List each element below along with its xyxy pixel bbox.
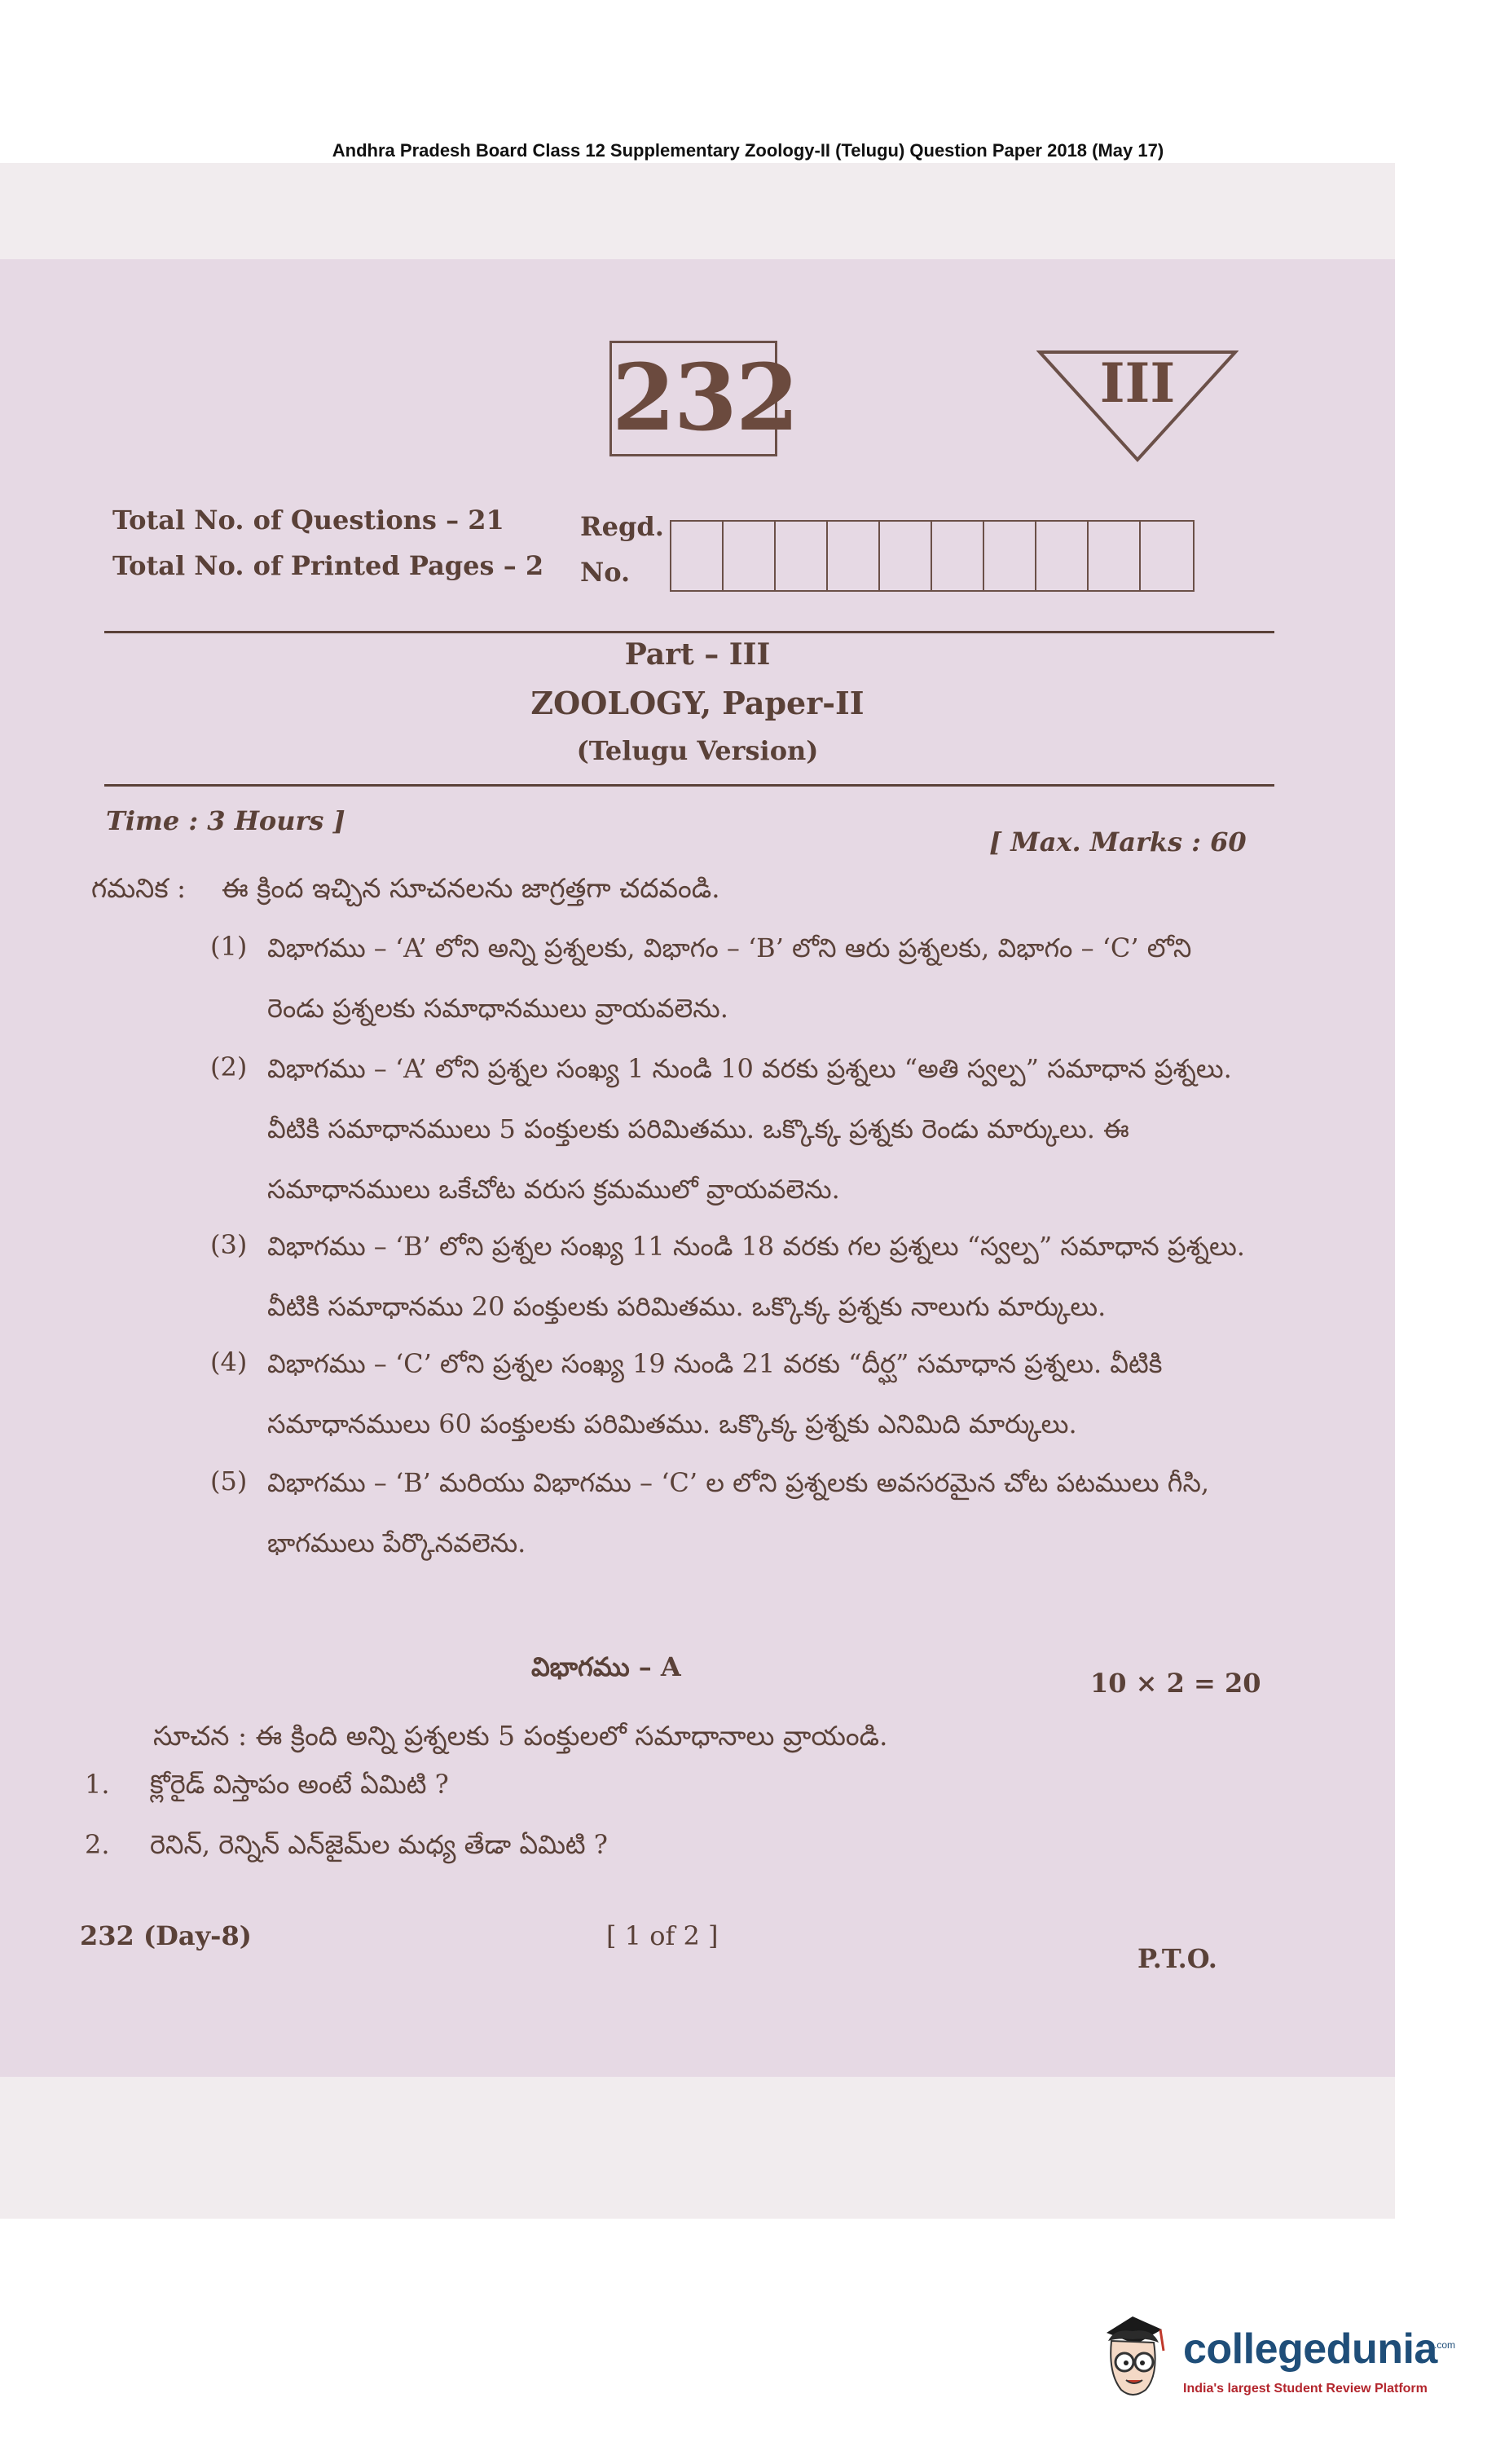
- page-header: Andhra Pradesh Board Class 12 Supplementary Zoology-II (Telugu) Question Paper 2018 (May 17): [332, 140, 1164, 161]
- regd-box: [1036, 522, 1089, 590]
- instruction-text: విభాగము – ‘A’ లోని అన్ని ప్రశ్నలకు, విభాగం – ‘B’ లోని ఆరు ప్రశ్నలకు, విభాగం – ‘C’ లోని రెండు ప్రశ్నలకు సమాధానములు వ్రాయవలెను.: [267, 932, 1192, 1024]
- section-a-note: సూచన : ఈ క్రింది అన్ని ప్రశ్నలకు 5 పంక్తులలో సమాధానాలు వ్రాయండి.: [153, 1720, 888, 1752]
- max-marks-label: [ Max. Marks : 60: [989, 826, 1247, 857]
- regd-box: [1089, 522, 1141, 590]
- footer-pto: P.T.O.: [1137, 1943, 1217, 1974]
- total-questions: Total No. of Questions – 21: [112, 505, 504, 536]
- note-text: ఈ క్రింద ఇచ్చిన సూచనలను జాగ్రత్తగా చదవండి.: [222, 872, 720, 904]
- regd-box: [724, 522, 776, 590]
- time-label: Time : 3 Hours ]: [106, 805, 345, 836]
- note-label: గమనిక :: [91, 872, 187, 904]
- regd-box: [828, 522, 880, 590]
- regd-box: [1141, 522, 1193, 590]
- instruction-number: (4): [210, 1347, 248, 1377]
- divider: [104, 631, 1274, 633]
- divider: [104, 784, 1274, 787]
- footer-code: 232 (Day-8): [80, 1920, 252, 1951]
- instruction-number: (2): [210, 1051, 248, 1082]
- logo-suffix: .com: [1434, 2339, 1456, 2351]
- instruction-number: (1): [210, 931, 248, 962]
- subject-title: ZOOLOGY, Paper-II: [530, 685, 865, 721]
- question-text: రెనిన్, రెన్నిన్ ఎన్‌జైమ్‌ల మధ్య తేడా ఏమిటి ?: [150, 1829, 608, 1860]
- question-text: క్లోరైడ్ విస్తాపం అంటే ఏమిటి ?: [150, 1769, 449, 1800]
- regd-box: [932, 522, 984, 590]
- section-a-title: విభాగము – A: [531, 1651, 681, 1682]
- instruction-number: (3): [210, 1229, 248, 1260]
- version-title: (Telugu Version): [576, 735, 819, 766]
- mascot-logo-icon: [1090, 2308, 1175, 2406]
- total-pages: Total No. of Printed Pages – 2: [112, 550, 544, 581]
- paper-code-box: 232: [609, 341, 777, 456]
- regd-label-line1: Regd.: [580, 511, 664, 542]
- question-number: 1.: [85, 1769, 110, 1800]
- regd-label: [580, 504, 664, 595]
- logo-tagline: India's largest Student Review Platform: [1183, 2382, 1428, 2396]
- regd-box: [671, 522, 724, 590]
- part-title: Part – III: [624, 637, 771, 672]
- paper-info: [112, 497, 543, 588]
- instruction-text: విభాగము – ‘C’ లోని ప్రశ్నల సంఖ్య 19 నుండి 21 వరకు “దీర్ఘ” సమాధాన ప్రశ్నలు. వీటికి సమాధానములు 60 పంక్తులకు పరిమితము. ఒక్కొక్క ప్రశ్నకు ఎనిమిది మార్కులు.: [267, 1348, 1163, 1439]
- regd-box: [776, 522, 828, 590]
- footer-page: [ 1 of 2 ]: [606, 1920, 719, 1951]
- section-a-marks: 10 × 2 = 20: [1090, 1668, 1261, 1699]
- part-badge: III: [1099, 351, 1176, 415]
- regd-label-line2: No.: [580, 557, 631, 588]
- logo-name: collegedunia: [1183, 2325, 1437, 2373]
- regd-box: [880, 522, 932, 590]
- question-number: 2.: [85, 1829, 110, 1860]
- regd-number-boxes: [670, 520, 1195, 592]
- instruction-number: (5): [210, 1466, 248, 1496]
- instruction-text: విభాగము – ‘B’ మరియు విభాగము – ‘C’ ల లోని ప్రశ్నలకు అవసరమైన చోట పటములు గీసి, భాగములు పేర్కొనవలెను.: [267, 1467, 1210, 1558]
- instruction-text: విభాగము – ‘B’ లోని ప్రశ్నల సంఖ్య 11 నుండి 18 వరకు గల ప్రశ్నలు “స్వల్ప” సమాధాన ప్రశ్నలు. వీటికి సమాధానము 20 పంక్తులకు పరిమితము. ఒక్కొక్క ప్రశ్నకు నాలుగు మార్కులు.: [267, 1231, 1245, 1322]
- instruction-text: విభాగము – ‘A’ లోని ప్రశ్నల సంఖ్య 1 నుండి 10 వరకు ప్రశ్నలు “అతి స్వల్ప” సమాధాన ప్రశ్నలు. వీటికి సమాధానములు 5 పంక్తులకు పరిమితము. ఒక్కొక్క ప్రశ్నకు రెండు మార్కులు. ఈ సమాధానములు ఒకేచోట వరుస క్రమములో వ్రాయవలెను.: [267, 1053, 1232, 1205]
- regd-box: [984, 522, 1036, 590]
